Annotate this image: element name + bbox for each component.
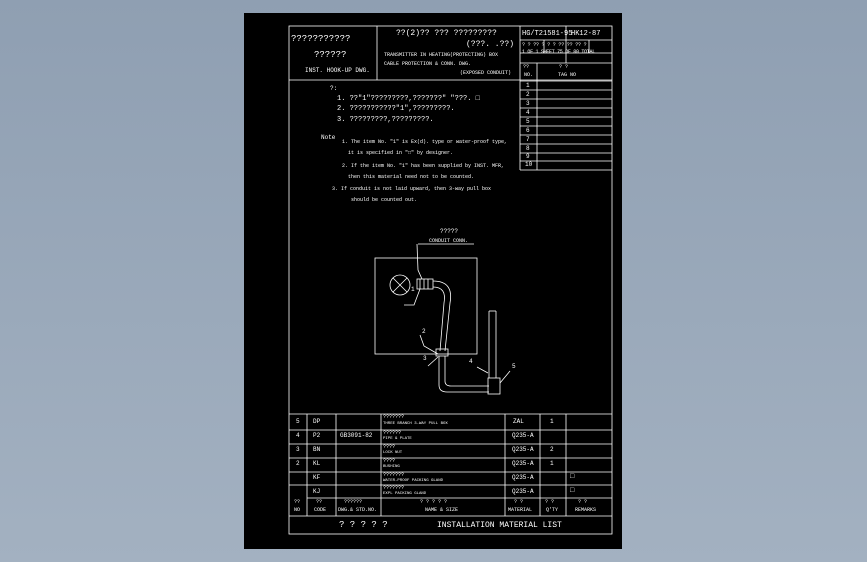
drawing-title-en3: (EXPOSED CONDUIT) <box>460 70 512 76</box>
lock-nut <box>436 349 448 356</box>
drawing-sheet <box>244 13 622 549</box>
row-name-cn: ??????? <box>383 485 405 491</box>
row-name-en: WATER-PROOF PACKING GLAND <box>383 479 444 483</box>
org-subtitle: ?????? <box>314 50 347 60</box>
row-no: 5 <box>296 418 300 425</box>
drawing-title-en1: TRANSMITTER IN HEATING(PROTECTING) BOX <box>384 52 499 58</box>
row-name-en: EXPL PACKING GLAND <box>383 492 427 496</box>
row-qty: 1 <box>550 418 554 425</box>
org-name: ??????????? <box>291 34 351 44</box>
index-col-no-cn: ?? <box>523 64 530 70</box>
balloon-1: 1 <box>411 286 415 293</box>
note-en-line: it is specified in "□" by designer. <box>348 150 454 156</box>
row-name-en: THREE BRANCH 3-WAY PULL BOX <box>383 422 448 426</box>
flexible-conduit <box>433 281 451 351</box>
note-cn-3: 3. ?????????,?????????. <box>337 116 434 124</box>
callout-en: CONDUIT CONN. <box>429 238 469 244</box>
header-remarks: REMARKS <box>575 507 597 513</box>
header-name-cn: ? ? ? ? ? <box>420 499 448 505</box>
row-name-cn: ?????? <box>383 430 402 436</box>
packing-gland <box>417 279 433 289</box>
row-name-en: LOCK NUT <box>383 451 403 455</box>
row-name-cn: ???? <box>383 444 396 450</box>
index-row: 9 <box>526 153 530 160</box>
balloon-4: 4 <box>469 358 473 365</box>
header-qty: Q'TY <box>546 507 559 513</box>
material-list-caption-en: INSTALLATION MATERIAL LIST <box>437 521 562 530</box>
index-row: 5 <box>526 118 530 125</box>
drawing-title-en2: CABLE PROTECTION & CONN. DWG. <box>384 61 472 67</box>
row-std: GB3091-82 <box>340 432 373 439</box>
row-code: KF <box>313 474 321 481</box>
row-material: Q235-A <box>512 474 534 481</box>
row-no: 2 <box>296 460 300 467</box>
row-code: BN <box>313 446 321 453</box>
sheet-count-cn: ? ? ?? ? ? ? ?? ?? ?? ? <box>522 42 587 48</box>
note-en-line: 3. If conduit is not laid upward, then 3-way pull box <box>332 186 492 192</box>
row-material: Q235-A <box>512 488 534 495</box>
note-en-line: then this material need not to be counted. <box>348 174 475 180</box>
header-qty-cn: ? ? <box>545 499 555 505</box>
notes-cn-label: ?: <box>330 85 338 92</box>
row-name-en: PIPE & PLATE <box>383 437 412 441</box>
row-material: ZAL <box>513 418 524 425</box>
row-remarks: □ <box>570 487 575 495</box>
row-qty: 2 <box>550 446 554 453</box>
sheet-count-en: 1 OF 1 SHEET 75 OF 80 TOTAL <box>522 49 595 55</box>
index-row: 10 <box>525 161 533 168</box>
index-row: 2 <box>526 91 530 98</box>
note-cn-1: 1. ??"1"?????????,???????" "???. □ <box>337 95 480 103</box>
row-name-cn: ??????? <box>383 472 405 478</box>
index-row-lines <box>520 81 612 161</box>
row-code: P2 <box>313 432 321 439</box>
index-row: 8 <box>526 145 530 152</box>
note-cn-2: 2. ???????????"1",?????????. <box>337 105 455 113</box>
callout-cn: ????? <box>440 228 459 235</box>
header-no: NO <box>294 507 301 513</box>
balloon-2: 2 <box>422 328 426 335</box>
conduit-pipe <box>439 356 489 392</box>
row-material: Q235-A <box>512 460 534 467</box>
header-material: MATERIAL <box>508 507 533 513</box>
doc-number: HG/T21581-95 <box>522 30 573 38</box>
header-remarks-cn: ? ? <box>578 499 588 505</box>
header-code: CODE <box>314 507 327 513</box>
row-code: DP <box>313 418 321 425</box>
header-std: DWG.& STD.NO. <box>338 507 378 513</box>
header-std-cn: ?????? <box>344 499 363 505</box>
notes-en-label: Note <box>321 134 336 141</box>
pull-box <box>488 378 500 394</box>
index-row: 3 <box>526 100 530 107</box>
cad-linework <box>244 13 622 549</box>
row-name-en: BUSHING <box>383 465 400 469</box>
row-code: KL <box>313 460 321 467</box>
row-code: KJ <box>313 488 321 495</box>
note-en-line: should be counted out. <box>351 197 418 203</box>
header-material-cn: ? ? <box>514 499 524 505</box>
note-en-line: 2. If the item No. "1" has been supplied by INST. MFR, <box>342 163 505 169</box>
row-no: 4 <box>296 432 300 439</box>
note-en-line: 1. The item No. "1" is Ex(d). type or water-proof type, <box>342 139 508 145</box>
index-row: 1 <box>526 82 530 89</box>
drawing-title-cn: ??(2)?? ??? ????????? <box>396 29 497 38</box>
drawing-title-cn-sub: (???. .??) <box>466 40 515 49</box>
material-list-caption-cn: ? ? ? ? ? <box>339 520 388 530</box>
header-code-cn: ?? <box>316 499 323 505</box>
header-name: NAME & SIZE <box>425 507 459 513</box>
row-name-cn: ???? <box>383 458 396 464</box>
index-col-tag-cn: ? ? <box>559 64 569 70</box>
heating-box-outline <box>375 258 477 354</box>
index-row: 4 <box>526 109 530 116</box>
index-col-tag: TAG NO <box>558 72 577 78</box>
row-qty: 1 <box>550 460 554 467</box>
balloon-5: 5 <box>512 363 516 370</box>
index-row: 7 <box>526 136 530 143</box>
balloon-3: 3 <box>423 355 427 362</box>
row-material: Q235-A <box>512 432 534 439</box>
index-col-no: NO. <box>524 72 534 78</box>
header-no-cn: ?? <box>294 499 301 505</box>
index-row: 6 <box>526 127 530 134</box>
row-name-cn: ??????? <box>383 414 405 420</box>
doc-sheet-code: HK12-87 <box>571 30 601 38</box>
row-no: 3 <box>296 446 300 453</box>
org-dept: INST. HOOK-UP DWG. <box>305 67 370 74</box>
row-remarks: □ <box>570 473 575 481</box>
row-material: Q235-A <box>512 446 534 453</box>
